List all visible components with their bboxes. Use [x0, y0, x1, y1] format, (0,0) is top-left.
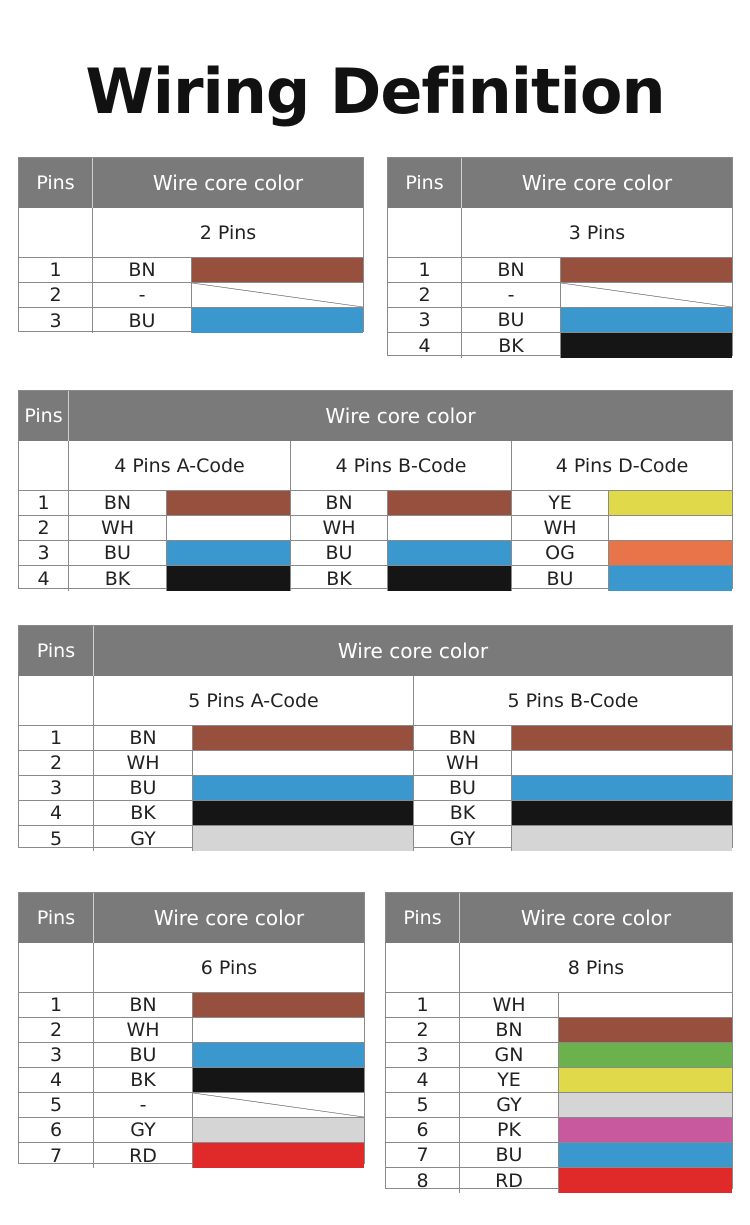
wire-color-swatch: [192, 776, 413, 800]
table-row: [19, 308, 363, 333]
wire-color-swatch: [192, 1143, 364, 1168]
pin-number: 3: [19, 776, 94, 800]
table-row: [19, 1068, 364, 1093]
table-row: [386, 1143, 732, 1168]
pins-column-header: Pins: [388, 158, 462, 208]
pin-number: 6: [386, 1118, 460, 1142]
pin-number: 1: [19, 491, 69, 515]
pin-number: 1: [19, 258, 93, 282]
table-row: [19, 776, 732, 801]
table-row: [19, 1143, 364, 1168]
table-row: [19, 751, 732, 776]
pins-blank-cell: [386, 943, 460, 992]
wire-core-color-header: Wire core color: [337, 639, 489, 663]
connector-type-label: 5 Pins B-Code: [413, 676, 732, 725]
table-row: [388, 308, 732, 333]
pin-number: 2: [19, 751, 94, 775]
no-wire-swatch: [191, 283, 363, 307]
wire-color-swatch: [511, 776, 732, 800]
pin-number: 3: [19, 1043, 94, 1067]
table-row: [19, 516, 732, 541]
connector-type-label: 2 Pins: [199, 221, 257, 244]
wire-color-code: WH: [290, 516, 387, 540]
connector-type-label: 8 Pins: [567, 956, 625, 979]
wire-color-code: BK: [130, 1069, 156, 1091]
no-wire-swatch: [560, 283, 732, 307]
table-row: [19, 1043, 364, 1068]
wire-color-code: BN: [129, 994, 157, 1016]
table-row: [388, 258, 732, 283]
pins-blank-cell: [19, 943, 94, 992]
wire-color-code: YE: [497, 1069, 521, 1091]
connector-type-row: [19, 676, 732, 726]
wire-core-color-header: Wire core color: [153, 906, 305, 930]
pin-number: 2: [388, 283, 462, 307]
table-row: [19, 801, 732, 826]
pin-number: 3: [19, 541, 69, 565]
wire-color-code: BU: [511, 566, 608, 591]
wire-color-code: BK: [290, 566, 387, 591]
pin-number: 3: [386, 1043, 460, 1067]
pin-number: 5: [19, 1093, 94, 1117]
wire-color-swatch: [558, 1093, 732, 1117]
wire-color-code: RD: [495, 1169, 523, 1192]
pin-number: 1: [19, 726, 94, 750]
table-row: [386, 1093, 732, 1118]
wire-color-code: PK: [497, 1119, 521, 1141]
wire-color-swatch: [608, 516, 732, 540]
wire-color-code: -: [138, 284, 146, 306]
wire-color-swatch: [166, 516, 290, 540]
wire-color-code: BU: [497, 309, 525, 331]
pins-column-header: Pins: [19, 626, 94, 676]
wire-color-swatch: [558, 1118, 732, 1142]
wire-color-swatch: [166, 491, 290, 515]
wire-color-code: WH: [511, 516, 608, 540]
wire-color-swatch: [192, 993, 364, 1017]
wire-color-code: BK: [413, 801, 511, 825]
pin-number: 2: [19, 283, 93, 307]
connector-type-row: [386, 943, 732, 993]
connector-type-label: 4 Pins D-Code: [511, 441, 732, 490]
wire-color-swatch: [387, 491, 511, 515]
table-row: [386, 1118, 732, 1143]
wire-color-code: BU: [495, 1144, 523, 1166]
connector-type-label: 3 Pins: [568, 221, 626, 244]
wire-color-swatch: [192, 751, 413, 775]
pins-blank-cell: [19, 441, 69, 490]
wire-color-swatch: [192, 1118, 364, 1142]
wire-color-swatch: [192, 1043, 364, 1067]
wire-color-code: BK: [104, 567, 131, 590]
wire-color-swatch: [558, 1018, 732, 1042]
table-row: [388, 333, 732, 358]
wire-color-swatch: [558, 1068, 732, 1092]
wire-core-color-header: Wire core color: [325, 404, 476, 428]
wire-color-code: BU: [129, 1044, 157, 1066]
pin-number: 5: [386, 1093, 460, 1117]
table-row: [388, 283, 732, 308]
table-row: [386, 993, 732, 1018]
pins-blank-cell: [388, 208, 462, 257]
wire-color-swatch: [560, 258, 732, 282]
pin-number: 5: [19, 826, 94, 851]
table-row: [386, 1018, 732, 1043]
table-2-pins: [18, 157, 364, 332]
pins-column-header: Pins: [19, 158, 93, 208]
pin-number: 1: [388, 258, 462, 282]
table-4-pins: [18, 390, 733, 589]
wire-color-code: OG: [511, 541, 608, 565]
table-header-band: [386, 893, 732, 943]
wire-color-swatch: [192, 801, 413, 825]
table-row: [19, 258, 363, 283]
wire-color-code: BK: [130, 802, 156, 824]
wire-color-code: GY: [413, 826, 511, 851]
connector-type-row: [19, 208, 363, 258]
pin-number: 8: [386, 1168, 460, 1193]
no-wire-swatch: [192, 1093, 364, 1117]
table-3-pins: [387, 157, 733, 356]
wire-color-swatch: [558, 1043, 732, 1067]
wire-color-swatch: [387, 541, 511, 565]
wire-color-swatch: [558, 1168, 732, 1193]
wire-color-swatch: [387, 566, 511, 591]
table-row: [19, 566, 732, 591]
wire-color-swatch: [166, 541, 290, 565]
table-header-band: [19, 158, 363, 208]
wire-color-swatch: [558, 1143, 732, 1167]
table-row: [19, 826, 732, 851]
table-row: [19, 1118, 364, 1143]
pin-number: 2: [19, 516, 69, 540]
page-title: Wiring Definition: [85, 55, 665, 128]
pins-blank-cell: [19, 676, 94, 725]
table-row: [386, 1168, 732, 1193]
wire-color-code: BN: [128, 259, 156, 281]
table-row: [386, 1043, 732, 1068]
table-header-band: [388, 158, 732, 208]
pins-column-header: Pins: [19, 391, 69, 441]
connector-type-row: [19, 441, 732, 491]
table-row: [19, 491, 732, 516]
wire-color-code: BU: [413, 776, 511, 800]
table-row: [19, 993, 364, 1018]
wire-color-code: BU: [104, 542, 131, 564]
connector-type-row: [19, 943, 364, 993]
table-row: [19, 541, 732, 566]
wire-core-color-header: Wire core color: [521, 171, 673, 195]
wire-color-code: WH: [126, 752, 160, 774]
wire-color-swatch: [511, 751, 732, 775]
wire-color-code: BN: [495, 1019, 523, 1041]
pin-number: 4: [19, 801, 94, 825]
wire-color-swatch: [608, 541, 732, 565]
table-6-pins: [18, 892, 365, 1167]
wire-color-swatch: [192, 1018, 364, 1042]
wire-color-code: YE: [511, 491, 608, 515]
wire-color-swatch: [608, 491, 732, 515]
wire-color-code: BN: [290, 491, 387, 515]
pin-number: 6: [19, 1118, 94, 1142]
pin-number: 7: [19, 1143, 94, 1168]
pin-number: 2: [386, 1018, 460, 1042]
table-8-pins: [385, 892, 733, 1192]
connector-type-label: 6 Pins: [200, 956, 258, 979]
wire-color-swatch: [192, 1068, 364, 1092]
pin-number: 4: [388, 333, 462, 358]
pins-column-header: Pins: [386, 893, 460, 943]
connector-type-label: 4 Pins A-Code: [114, 454, 245, 477]
connector-type-label: 4 Pins B-Code: [290, 441, 511, 490]
table-row: [19, 1018, 364, 1043]
wire-color-swatch: [558, 993, 732, 1017]
table-row: [19, 726, 732, 751]
pins-column-header: Pins: [19, 893, 94, 943]
wire-color-code: BK: [498, 334, 524, 357]
wire-color-code: WH: [492, 994, 526, 1016]
table-header-band: [19, 626, 732, 676]
wire-color-swatch: [608, 566, 732, 591]
table-5-pins: [18, 625, 733, 848]
wire-color-code: GY: [130, 1119, 156, 1141]
wire-color-swatch: [560, 333, 732, 358]
wire-color-swatch: [511, 726, 732, 750]
wire-color-code: -: [139, 1094, 147, 1116]
table-row: [386, 1068, 732, 1093]
pin-number: 4: [386, 1068, 460, 1092]
wire-color-code: BU: [290, 541, 387, 565]
wire-core-color-header: Wire core color: [520, 906, 672, 930]
wire-color-swatch: [511, 801, 732, 825]
wire-color-code: BU: [129, 777, 157, 799]
pin-number: 3: [388, 308, 462, 332]
wire-color-code: BU: [128, 309, 156, 332]
pin-number: 4: [19, 566, 69, 591]
connector-type-label: 5 Pins A-Code: [188, 689, 319, 712]
wire-color-code: GY: [130, 827, 156, 850]
pin-number: 7: [386, 1143, 460, 1167]
wire-color-swatch: [166, 566, 290, 591]
wire-color-code: BN: [413, 726, 511, 750]
pin-number: 1: [386, 993, 460, 1017]
table-row: [19, 283, 363, 308]
wire-color-code: GN: [494, 1044, 524, 1066]
pin-number: 3: [19, 308, 93, 333]
wire-color-swatch: [191, 308, 363, 333]
wire-color-code: BN: [103, 492, 132, 514]
wire-color-swatch: [511, 826, 732, 851]
wire-color-code: RD: [129, 1144, 157, 1167]
wire-color-code: GY: [496, 1094, 522, 1116]
wire-color-code: WH: [126, 1019, 160, 1041]
wire-color-code: BN: [497, 259, 525, 281]
pin-number: 2: [19, 1018, 94, 1042]
wire-color-code: WH: [100, 517, 135, 539]
wire-color-code: -: [507, 284, 515, 306]
wire-color-code: BN: [129, 727, 157, 749]
table-header-band: [19, 893, 364, 943]
wire-core-color-header: Wire core color: [152, 171, 304, 195]
table-row: [19, 1093, 364, 1118]
wire-color-swatch: [560, 308, 732, 332]
wire-color-swatch: [192, 826, 413, 851]
pin-number: 4: [19, 1068, 94, 1092]
pins-blank-cell: [19, 208, 93, 257]
pin-number: 1: [19, 993, 94, 1017]
table-header-band: [19, 391, 732, 441]
wire-color-swatch: [192, 726, 413, 750]
wire-color-swatch: [387, 516, 511, 540]
wire-color-code: WH: [413, 751, 511, 775]
wire-color-swatch: [191, 258, 363, 282]
connector-type-row: [388, 208, 732, 258]
